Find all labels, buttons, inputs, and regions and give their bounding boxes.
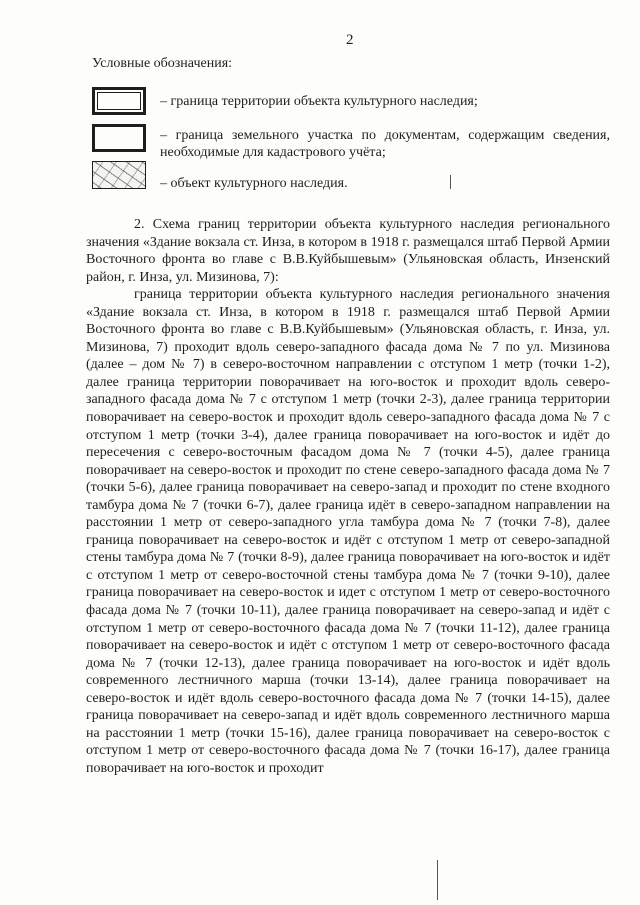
legend-symbol-heritage-object: [92, 161, 146, 189]
legend-item-heritage-object: – объект культурного наследия.: [160, 176, 348, 191]
scan-mark: [450, 175, 451, 189]
legend-symbol-land-plot-boundary: [92, 124, 146, 152]
section-heading: 2. Схема границ территории объекта культурного наследия регионального значения «Здание вокзала ст. Инза, в котором в 1918 г. размещался штаб Первой Армии Восточного фронта во главе с В.В.Куйбышевым» (Ульяновская область, Инзенский район, г. Инза, ул. Мизинова, 7):: [86, 217, 610, 285]
legend-item-territory-boundary: – граница территории объекта культурного наследия;: [160, 94, 478, 109]
legend-item-land-plot-boundary: – граница земельного участка по документам, содержащим сведения, необходимые для кадастрового учёта;: [160, 128, 610, 160]
page-number: 2: [346, 32, 354, 48]
boundary-description: граница территории объекта культурного наследия регионального значения «Здание вокзала ст. Инза, в котором в 1918 г. размещался штаб Первой Армии Восточного фронта во главе с В.В.Куйбышевым» (Ульяновская область, г. Инза, ул. Мизинова, 7) проходит вдоль северо-западного фасада дома № 7 по ул. Мизинова (далее – дом № 7) в северо-восточном направлении с отступом 1 метр (точки 1-2), далее граница территории поворачивает на юго-восток и проходит вдоль северо-западного фасада дома № 7 с отступом 1 метр (точки 2-3), далее граница территории поворачивает на северо-восток и проходит вдоль северо-западного фасада дома № 7 с отступом 1 метр (точки 3-4), далее граница поворачивает на юго-восток и идёт до пересечения с северо-восточным фасадом дома № 7 (точки 4-5), далее граница поворачивает на северо-восток и проходит по стене северо-западного фасада дома № 7 (точки 5-6), далее граница поворачивает на северо-запад и проходит по стене входного тамбура дома № 7 (точки 6-7), далее граница идёт в северо-западном направлении на расстоянии 1 метр от северо-западного угла тамбура дома № 7 (точки 7-8), далее граница поворачивает на северо-восток и идёт с отступом 1 метр от северо-западной стены тамбура дома № 7 (точки 8-9), далее граница поворачивает на юго-восток и идёт с отступом 1 метр от северо-восточной стены тамбура дома № 7 (точки 9-10), далее граница поворачивает на северо-восток и идет с отступом 1 метр от северо-восточного фасада дома № 7 (точки 10-11), далее граница поворачивает на северо-запад и идёт с отступом 1 метр от северо-восточного фасада дома № 7 (точки 11-12), далее граница поворачивает на северо-восток и идёт с отступом 1 метр от северо-восточного фасада дома № 7 (точки 12-13), далее граница поворачивает на юго-восток и идёт вдоль современного лестничного марша (точки 13-14), далее граница поворачивает на северо-восток и идёт вдоль северо-восточного фасада дома № 7 (точки 14-15), далее граница поворачивает на северо-запад и идёт вдоль современного лестничного марша на расстоянии 1 метр (точки 15-16), далее граница поворачивает на северо-восток с отступом 1 метр от северо-восточного фасада дома № 7 (точки 16-17), далее граница поворачивает на юго-восток и проходит: [86, 287, 610, 776]
main-text: [86, 216, 610, 778]
legend-symbol-territory-boundary: [92, 87, 146, 115]
legend-title: Условные обозначения:: [92, 56, 233, 71]
scan-mark: [437, 860, 438, 900]
